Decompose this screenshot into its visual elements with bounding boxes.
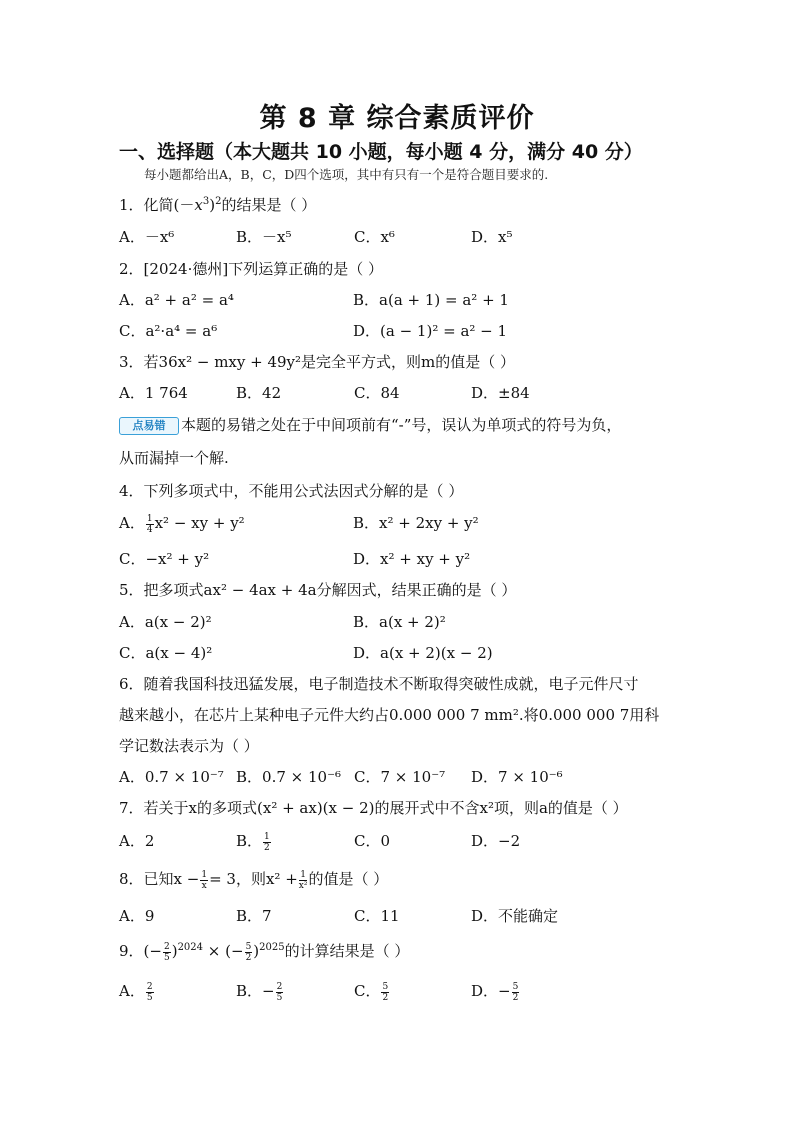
question-6-options: [119, 766, 719, 788]
fraction: $\frac{1}{\text{x²}}$: [298, 869, 308, 891]
fraction: $\frac{1}{4}$: [146, 513, 153, 535]
option-d[interactable]: D．x² + xy + y²: [353, 550, 471, 568]
question-1-options: [119, 226, 719, 248]
question-7: 7．若关于x的多项式(x² + ax)(x − 2)的展开式中不含x²项，则a的值是（ ）: [119, 799, 628, 817]
option-c[interactable]: C．a(x − 4)²: [119, 644, 213, 662]
option-c[interactable]: C．a²·a⁴ = a⁶: [119, 322, 218, 340]
question-6-line-2: 越来越小，在芯片上某种电子元件大约占0.000 000 7 mm².将0.000 000 7用科: [119, 706, 660, 724]
option-a[interactable]: A．1 764: [119, 384, 188, 402]
fraction: $\frac{5}{2}$: [512, 981, 519, 1003]
question-3: 3．若36x² − mxy + 49y²是完全平方式，则m的值是（ ）: [119, 353, 516, 371]
fraction: $\frac{5}{2}$: [245, 941, 252, 963]
option-d[interactable]: D．(a − 1)² = a² − 1: [353, 322, 508, 340]
question-2-options-row1: [119, 289, 719, 311]
option-a[interactable]: A． $\frac{1}{4}$ x² − xy + y²: [119, 513, 245, 535]
option-b[interactable]: B．x² + 2xy + y²: [353, 514, 479, 532]
option-d[interactable]: D．a(x + 2)(x − 2): [353, 644, 493, 662]
option-a[interactable]: A． $\frac{2}{5}$: [119, 981, 153, 1003]
fraction: $\frac{1}{x}$: [201, 869, 208, 891]
option-a[interactable]: A．2: [119, 832, 155, 850]
option-b[interactable]: B．a(x + 2)²: [353, 613, 446, 631]
question-1: 1．化简$(-x^3)^2$的结果是（ ）: [119, 196, 317, 214]
question-3-options: [119, 382, 719, 404]
error-tip-continued: 从而漏掉一个解.: [119, 449, 229, 467]
option-a[interactable]: A．9: [119, 907, 155, 925]
question-5-options-row1: [119, 611, 719, 633]
question-5-options-row2: [119, 642, 719, 664]
fraction: $\frac{2}{5}$: [146, 981, 153, 1003]
option-c[interactable]: C．0: [354, 832, 391, 850]
option-b[interactable]: B．42: [236, 384, 282, 402]
option-d[interactable]: D．7 × 10⁻⁶: [471, 768, 563, 786]
error-tip-badge: 点易错: [119, 417, 179, 435]
question-4-options-row1: [119, 512, 719, 534]
option-d[interactable]: D．−2: [471, 832, 521, 850]
option-d[interactable]: D．− $\frac{5}{2}$: [471, 981, 519, 1003]
question-8: 8．已知x − $\frac{1}{x}$ = 3，则x² + $\frac{1}{\text{x²}}$ 的值是（ ）: [119, 869, 389, 891]
option-b[interactable]: B．0.7 × 10⁻⁶: [236, 768, 342, 786]
option-a[interactable]: A．a(x − 2)²: [119, 613, 212, 631]
option-a[interactable]: A．a² + a² = a⁴: [119, 291, 234, 309]
chapter-title: 第 8 章 综合素质评价: [259, 103, 535, 134]
option-d[interactable]: D．x⁵: [471, 228, 513, 246]
option-a[interactable]: A．－x⁶: [119, 228, 175, 246]
question-6-line-3: 学记数法表示为（ ）: [119, 737, 259, 755]
option-d[interactable]: D．±84: [471, 384, 530, 402]
question-7-options: [119, 830, 719, 852]
fraction: $\frac{5}{2}$: [382, 981, 389, 1003]
fraction: $\frac{2}{5}$: [163, 941, 170, 963]
question-4: 4．下列多项式中，不能用公式法因式分解的是（ ）: [119, 482, 464, 500]
option-c[interactable]: C．84: [354, 384, 400, 402]
question-6-line-1: 6．随着我国科技迅猛发展，电子制造技术不断取得突破性成就，电子元件尺寸: [119, 675, 639, 693]
option-b[interactable]: B．a(a + 1) = a² + 1: [353, 291, 509, 309]
question-2-options-row2: [119, 320, 719, 342]
fraction: $\frac{1}{2}$: [264, 831, 270, 853]
question-8-options: [119, 905, 719, 927]
option-c[interactable]: C． $\frac{5}{2}$: [354, 981, 389, 1003]
option-b[interactable]: B．7: [236, 907, 272, 925]
option-c[interactable]: C．11: [354, 907, 400, 925]
error-tip: 点易错 本题的易错之处在于中间项前有“-”号，误认为单项式的符号为负，: [119, 414, 621, 435]
option-b[interactable]: B．− $\frac{2}{5}$: [236, 981, 283, 1003]
option-c[interactable]: C．−x² + y²: [119, 550, 210, 568]
question-9: 9．(− $\frac{2}{5}$ )$^{2024}$ × (− $\frac{5}{2}$ )$^{2025}$的计算结果是（ ）: [119, 941, 410, 963]
option-d[interactable]: D．不能确定: [471, 907, 559, 925]
option-b[interactable]: B．－x⁵: [236, 228, 292, 246]
instructions: 每小题都给出A，B，C，D四个选项，其中有只有一个是符合题目要求的.: [144, 167, 549, 182]
fraction: $\frac{2}{5}$: [276, 981, 283, 1003]
section-heading: 一、选择题（本大题共 10 小题，每小题 4 分，满分 40 分）: [119, 141, 643, 163]
option-a[interactable]: A．0.7 × 10⁻⁷: [119, 768, 224, 786]
option-b[interactable]: B． $\frac{1}{2}$: [236, 831, 270, 853]
question-9-options: [119, 980, 719, 1002]
option-c[interactable]: C．7 × 10⁻⁷: [354, 768, 446, 786]
option-c[interactable]: C．x⁶: [354, 228, 395, 246]
question-5: 5．把多项式ax² − 4ax + 4a分解因式，结果正确的是（ ）: [119, 581, 517, 599]
question-2: 2．[2024·德州]下列运算正确的是（ ）: [119, 260, 383, 278]
question-4-options-row2: [119, 548, 719, 570]
